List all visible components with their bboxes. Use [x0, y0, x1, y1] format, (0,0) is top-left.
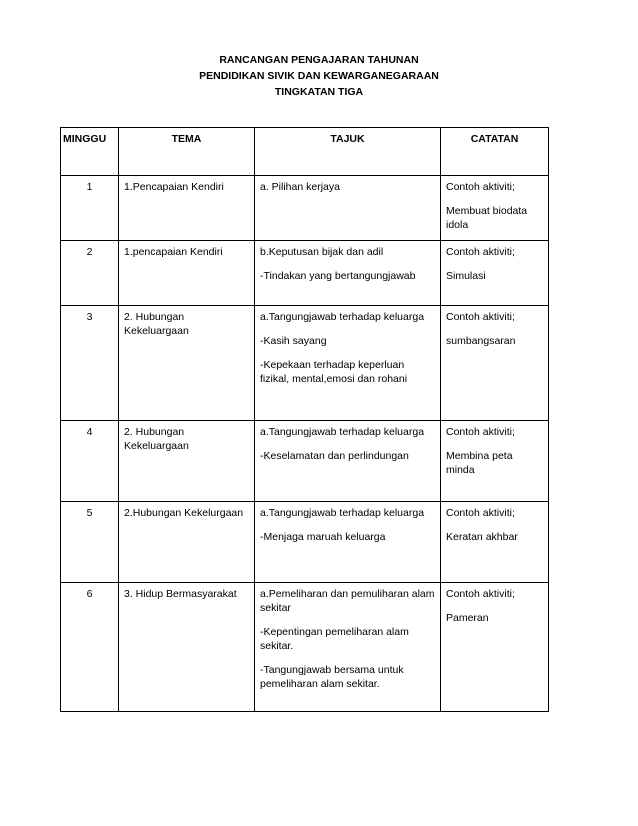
cell-minggu: 1 [61, 176, 119, 241]
catatan-line: Simulasi [446, 270, 486, 282]
tajuk-line: -Tangungjawab bersama untuk pemeliharan alam sekitar. [260, 664, 404, 690]
tajuk-line: -Keselamatan dan perlindungan [260, 450, 409, 462]
cell-tema: 2. Hubungan Kekeluargaan [119, 306, 255, 421]
tajuk-line: -Menjaga maruah keluarga [260, 531, 386, 543]
table-row [61, 306, 549, 421]
lesson-plan-table [60, 127, 549, 712]
cell-minggu: 2 [61, 241, 119, 306]
catatan-line: Membuat biodata idola [446, 205, 528, 231]
tajuk-line: a.Tangungjawab terhadap keluarga [260, 507, 425, 519]
title-line-1: RANCANGAN PENGAJARAN TAHUNAN [219, 54, 419, 66]
tajuk-line: -Kepekaan terhadap keperluan fizikal, mental,emosi dan rohani [260, 359, 408, 385]
document-title [0, 52, 638, 100]
catatan-line: Contoh aktiviti; [446, 311, 515, 323]
cell-catatan [441, 306, 549, 421]
cell-tajuk [255, 502, 441, 583]
catatan-line: Contoh aktiviti; [446, 588, 515, 600]
tajuk-line: -Kasih sayang [260, 335, 327, 347]
header-tema: TEMA [119, 128, 255, 176]
header-minggu: MINGGU [61, 128, 119, 176]
tajuk-line: a.Pemeliharan dan pemuliharan alam sekitar [260, 588, 435, 614]
tajuk-line: a.Tangungjawab terhadap keluarga [260, 426, 425, 438]
cell-catatan [441, 583, 549, 712]
cell-tema: 1.Pencapaian Kendiri [119, 176, 255, 241]
table-row [61, 421, 549, 502]
table-row [61, 176, 549, 241]
cell-tema: 3. Hidup Bermasyarakat [119, 583, 255, 712]
catatan-line: Pameran [446, 612, 489, 624]
title-line-3: TINGKATAN TIGA [274, 86, 364, 98]
title-line-2: PENDIDIKAN SIVIK DAN KEWARGANEGARAAN [199, 70, 439, 82]
cell-minggu: 4 [61, 421, 119, 502]
catatan-line: Keratan akhbar [446, 531, 518, 543]
cell-minggu: 5 [61, 502, 119, 583]
cell-tema: 1.pencapaian Kendiri [119, 241, 255, 306]
cell-tajuk [255, 306, 441, 421]
table-row [61, 502, 549, 583]
catatan-line: Contoh aktiviti; [446, 507, 515, 519]
table-header-row [61, 128, 549, 176]
cell-catatan [441, 502, 549, 583]
catatan-line: Contoh aktiviti; [446, 426, 515, 438]
cell-catatan [441, 176, 549, 241]
catatan-line: Membina peta minda [446, 450, 513, 476]
tajuk-line: -Tindakan yang bertangungjawab [260, 270, 416, 282]
cell-tajuk [255, 421, 441, 502]
catatan-line: sumbangsaran [446, 335, 516, 347]
cell-minggu: 6 [61, 583, 119, 712]
cell-minggu: 3 [61, 306, 119, 421]
cell-tajuk [255, 176, 441, 241]
table-row [61, 583, 549, 712]
catatan-line: Contoh aktiviti; [446, 181, 515, 193]
cell-catatan [441, 241, 549, 306]
header-tajuk: TAJUK [255, 128, 441, 176]
cell-catatan [441, 421, 549, 502]
cell-tajuk [255, 241, 441, 306]
cell-tema: 2. Hubungan Kekeluargaan [119, 421, 255, 502]
table-row [61, 241, 549, 306]
cell-tajuk [255, 583, 441, 712]
cell-tema: 2.Hubungan Kekelurgaan [119, 502, 255, 583]
tajuk-line: b.Keputusan bijak dan adil [260, 246, 384, 258]
tajuk-line: a.Tangungjawab terhadap keluarga [260, 311, 425, 323]
catatan-line: Contoh aktiviti; [446, 246, 515, 258]
tajuk-line: a. Pilihan kerjaya [260, 181, 340, 193]
header-catatan: CATATAN [441, 128, 549, 176]
tajuk-line: -Kepentingan pemeliharan alam sekitar. [260, 626, 409, 652]
